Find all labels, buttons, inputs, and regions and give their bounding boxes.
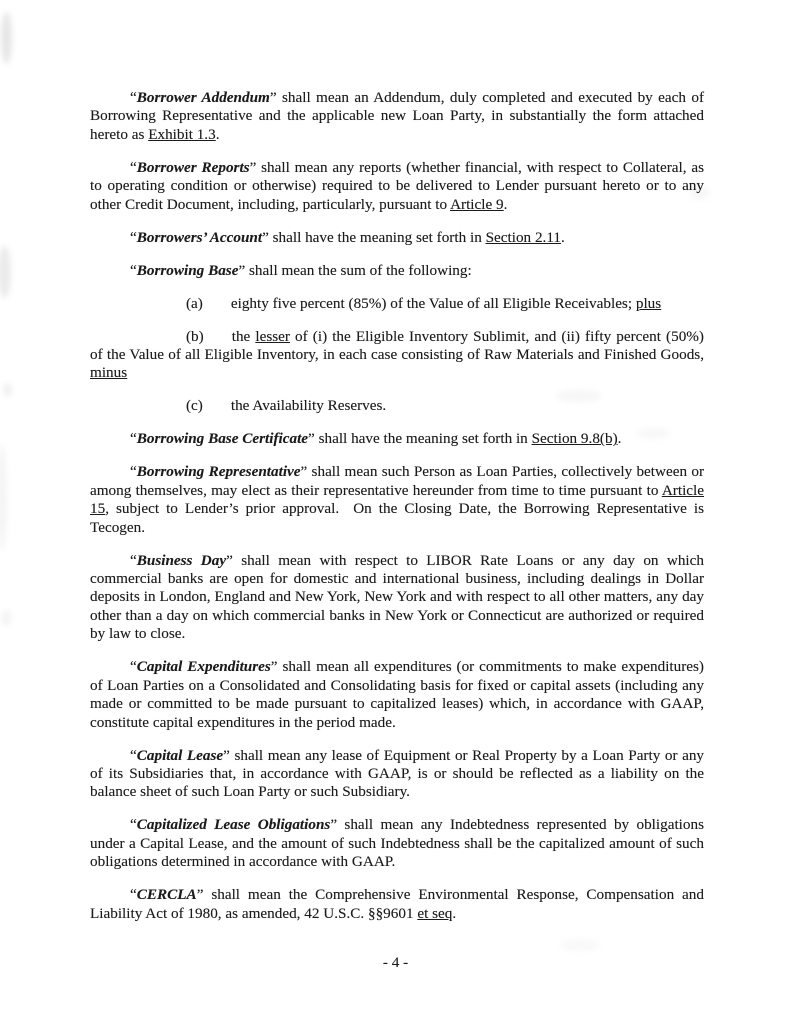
paragraph-borrowing-base [90, 262, 704, 280]
scan-artifact [560, 939, 600, 951]
text-segment: . [503, 195, 508, 213]
text-segment: (b) [186, 327, 204, 345]
text-segment: “ [130, 228, 137, 246]
text-segment: “ [130, 658, 137, 676]
paragraph-borrowing-base-item-c [90, 397, 704, 415]
cross-reference: minus [90, 364, 128, 382]
text-segment: . [617, 430, 622, 448]
cross-reference: Section 2.11 [485, 228, 561, 246]
scan-artifact [2, 610, 11, 626]
defined-term: Capital Lease [136, 746, 224, 764]
defined-term: Borrower Addendum [136, 89, 270, 106]
paragraph-business-day [90, 552, 704, 644]
text-segment: “ [130, 551, 137, 569]
defined-term: Borrowing Representative [136, 463, 301, 481]
text-segment: “ [130, 261, 137, 279]
scan-artifact [3, 383, 12, 397]
cross-reference: lesser [255, 327, 290, 345]
paragraph-capitalized-lease-obligations [90, 816, 704, 871]
text-segment: the Availability Reserves. [230, 397, 387, 415]
scan-artifact [0, 445, 7, 550]
text-segment: . [215, 125, 220, 143]
cross-reference: et seq [417, 904, 453, 922]
text-segment: “ [130, 886, 137, 904]
text-segment: “ [130, 158, 137, 176]
paragraph-capital-expenditures [90, 658, 704, 732]
text-segment: ” shall mean such Person as Loan Parties, collectively between or among themselves, may elect as their representative hereunder from time to time pursuant to [90, 463, 705, 499]
paragraph-borrowing-base-certificate [90, 430, 704, 448]
paragraph-borrower-reports [90, 159, 704, 214]
defined-term: Borrowing Base [136, 261, 239, 279]
text-segment: ” shall have the meaning set forth in [308, 430, 532, 448]
text-segment: ” shall mean an Addendum, duly completed and executed by each of Borrowing Representative and the applicable new Loan Party, in substantially the form attached hereto as [90, 89, 705, 143]
text-segment: “ [130, 746, 137, 764]
paragraph-borrowing-base-item-a [90, 295, 704, 313]
paragraph-borrowing-representative [90, 463, 704, 537]
defined-term: Capital Expenditures [136, 658, 271, 676]
defined-term: Borrower Reports [136, 158, 250, 176]
text-segment: “ [130, 463, 137, 481]
paragraph-borrower-addendum [90, 89, 704, 144]
text-segment: ” shall have the meaning set forth in [262, 228, 486, 246]
scan-artifact [0, 246, 11, 298]
defined-term: Borrowers’ Account [136, 228, 263, 246]
text-segment: (a) [186, 294, 203, 312]
defined-term: CERCLA [136, 886, 197, 904]
scan-artifact [1, 12, 12, 64]
paragraph-borrowing-base-item-b [90, 328, 704, 383]
text-segment: (c) [186, 397, 203, 415]
text-segment: ” shall mean any lease of Equipment or Real Property by a Loan Party or any of its Subsidiaries that, in accordance with GAAP, is or should be reflected as a liability on the balance sheet of such Loan Party or such Subsidiary. [90, 746, 705, 801]
text-segment: “ [130, 89, 137, 106]
defined-term: Borrowing Base Certificate [136, 430, 309, 448]
defined-term: Business Day [136, 551, 227, 569]
text-segment: the [231, 327, 256, 345]
cross-reference: Article 9 [450, 195, 504, 213]
text-segment: “ [130, 430, 137, 448]
text-segment: of (i) the Eligible Inventory Sublimit, and (ii) fifty percent (50%) of the Value of all Eligible Inventory, in each case consisting of Raw Materials and Finished Goods, [90, 327, 704, 364]
document-content [90, 89, 704, 938]
text-segment: ” shall mean any Indebtedness represented by obligations under a Capital Lease, and the amount of such Indebtedness shall be the capitalized amount of such obligations determined in accordance with GAAP. [90, 816, 704, 871]
paragraph-borrowers-account [90, 229, 704, 247]
text-segment: eighty five percent (85%) of the Value of all Eligible Receivables; [230, 294, 636, 312]
paragraph-cercla [90, 886, 704, 923]
text-segment: ” shall mean with respect to LIBOR Rate Loans or any day on which commercial banks are open for domestic and international business, including dealings in Dollar deposits in London, England and New York, New York and with respect to all other matters, any day other than a day on which commercial banks in New York or Connecticut are authorized or required by law to close. [90, 551, 704, 643]
cross-reference: Exhibit 1.3 [148, 125, 216, 143]
cross-reference: Article 15 [90, 481, 704, 518]
text-segment: ” shall mean the Comprehensive Environmental Response, Compensation and Liability Act of 1980, as amended, 42 U.S.C. §§9601 [90, 886, 704, 922]
text-segment: . [560, 228, 565, 246]
defined-term: Capitalized Lease Obligations [136, 816, 331, 834]
text-segment: ” shall mean any reports (whether financial, with respect to Collateral, as to operating condition or otherwise) required to be delivered to Lender pursuant hereto or to any other Credit Document, including, particularly, pursuant to [90, 158, 704, 213]
text-segment: “ [130, 816, 137, 834]
cross-reference: Section 9.8(b) [531, 430, 618, 448]
text-segment: ” shall mean all expenditures (or commitments to make expenditures) of Loan Parties on a Consolidated and Consolidating basis for fixed or capital assets (including any made or committed to be made pursuant to capitalized leases) which, in accordance with GAAP, constitute capital expenditures in the period made. [90, 658, 704, 731]
text-segment: ” shall mean the sum of the following: [238, 261, 472, 279]
text-segment: . [452, 904, 457, 922]
page-number: - 4 - [382, 954, 409, 971]
cross-reference: plus [635, 294, 662, 312]
text-segment: , subject to Lender’s prior approval. On the Closing Date, the Borrowing Representative is Tecogen. [90, 500, 704, 536]
paragraph-capital-lease [90, 747, 704, 802]
